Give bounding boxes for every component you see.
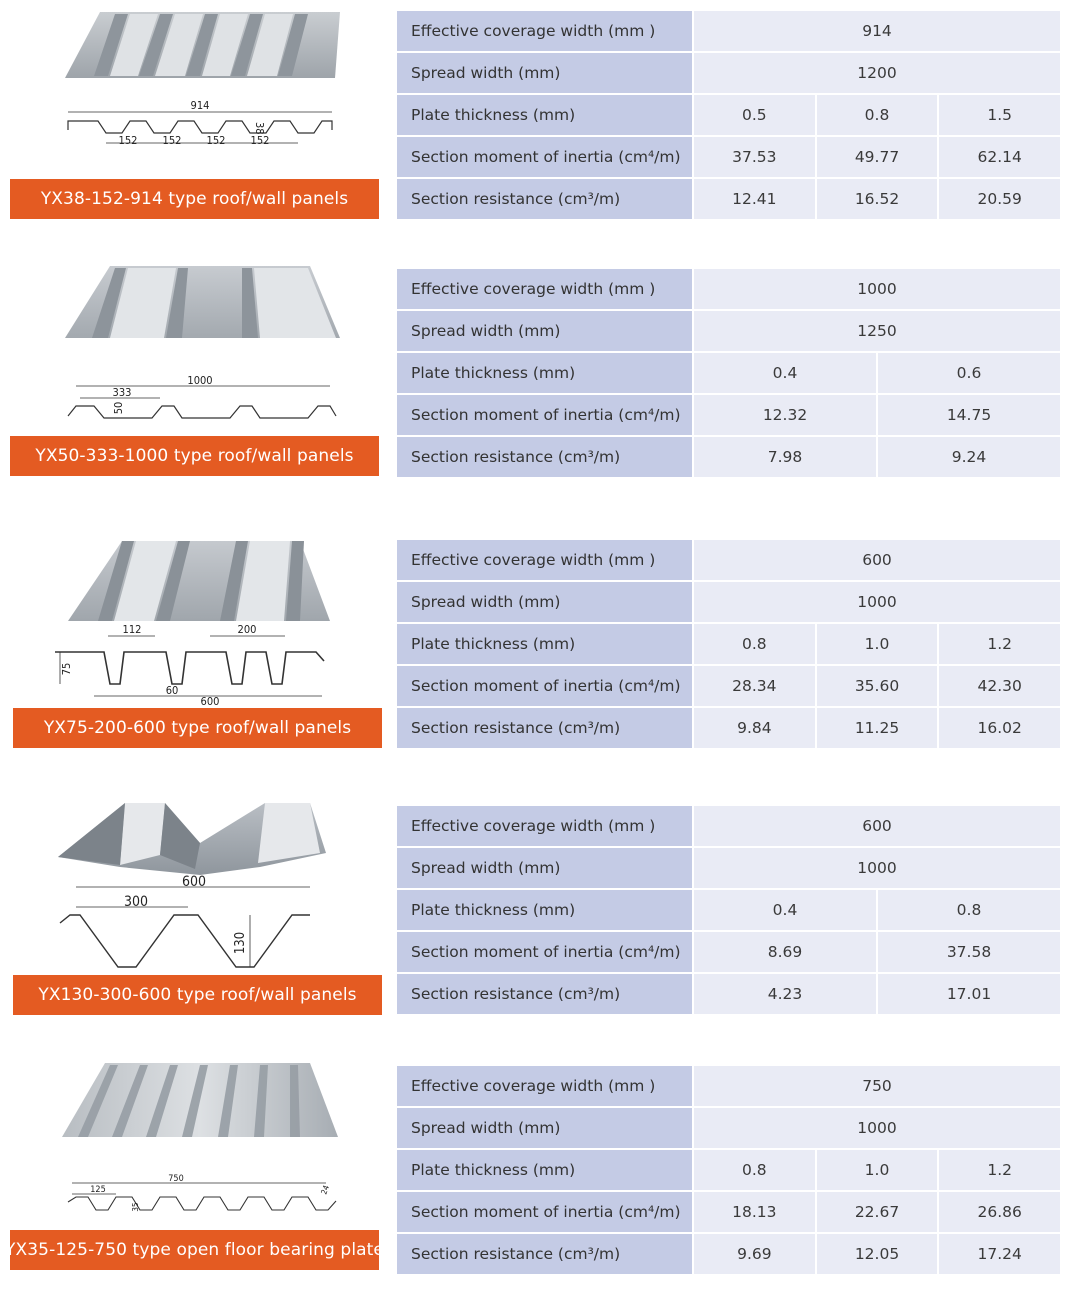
spec-label: Effective coverage width (mm ) (397, 11, 692, 51)
spec-label: Section resistance (cm³/m) (397, 708, 692, 748)
product-section-yx38 (0, 0, 1067, 240)
dim-pitch: 333 (112, 386, 132, 399)
spec-row-coverage-width (397, 540, 1060, 580)
spec-row-thickness (397, 1150, 1060, 1190)
dim-height: 35 (131, 1202, 140, 1212)
spec-label: Section moment of inertia (cm⁴/m) (397, 395, 692, 435)
spec-table (397, 540, 1060, 748)
dim-pitch: 152 (118, 134, 138, 147)
spec-label: Spread width (mm) (397, 582, 692, 622)
spec-value: 1250 (694, 311, 1060, 351)
spec-value: 1.0 (817, 1150, 938, 1190)
spec-value: 7.98 (694, 437, 876, 477)
panel-profile-drawing (10, 529, 382, 707)
spec-value: 4.23 (694, 974, 876, 1014)
spec-row-coverage-width (397, 11, 1060, 51)
spec-label: Effective coverage width (mm ) (397, 1066, 692, 1106)
spec-value: 600 (694, 806, 1060, 846)
spec-label: Section resistance (cm³/m) (397, 437, 692, 477)
panel-illustration (10, 0, 380, 178)
spec-value: 14.75 (878, 395, 1060, 435)
spec-row-inertia (397, 932, 1060, 972)
dim-height: 38 (253, 122, 266, 135)
product-name-label: YX130-300-600 type roof/wall panels (13, 975, 382, 1015)
spec-value: 37.53 (694, 137, 815, 177)
product-section-yx50 (0, 258, 1067, 498)
spec-value: 1.2 (939, 1150, 1060, 1190)
dim-overall: 1000 (187, 374, 213, 387)
spec-table (397, 1066, 1060, 1274)
spec-label: Plate thickness (mm) (397, 890, 692, 930)
spec-label: Section moment of inertia (cm⁴/m) (397, 137, 692, 177)
spec-value: 0.4 (694, 353, 876, 393)
spec-value: 17.01 (878, 974, 1060, 1014)
spec-value: 1000 (694, 848, 1060, 888)
spec-value: 0.5 (694, 95, 815, 135)
spec-label: Spread width (mm) (397, 848, 692, 888)
panel-profile-drawing (10, 1055, 380, 1231)
spec-row-coverage-width (397, 806, 1060, 846)
spec-value: 1000 (694, 582, 1060, 622)
dim-height: 75 (60, 662, 73, 676)
spec-label: Effective coverage width (mm ) (397, 269, 692, 309)
spec-value: 750 (694, 1066, 1060, 1106)
spec-row-resistance (397, 437, 1060, 477)
panel-profile-drawing (10, 0, 380, 178)
spec-row-resistance (397, 974, 1060, 1014)
spec-value: 0.4 (694, 890, 876, 930)
product-section-yx75 (0, 529, 1067, 769)
panel-illustration (10, 258, 380, 436)
spec-label: Section resistance (cm³/m) (397, 179, 692, 219)
spec-value: 62.14 (939, 137, 1060, 177)
dim-overall: 600 (181, 874, 207, 890)
spec-row-resistance (397, 1234, 1060, 1274)
spec-value: 0.8 (694, 1150, 815, 1190)
panel-profile-drawing (10, 258, 380, 436)
spec-value: 9.24 (878, 437, 1060, 477)
spec-value: 914 (694, 11, 1060, 51)
product-name-label: YX50-333-1000 type roof/wall panels (10, 436, 379, 476)
dim-pitch: 152 (162, 134, 182, 147)
spec-value: 35.60 (817, 666, 938, 706)
spec-value: 12.41 (694, 179, 815, 219)
product-name-label: YX75-200-600 type roof/wall panels (13, 708, 382, 748)
dim-bottom: 60 (165, 684, 179, 697)
spec-row-inertia (397, 137, 1060, 177)
dim-overall: 914 (190, 99, 210, 112)
spec-label: Spread width (mm) (397, 1108, 692, 1148)
product-section-yx130 (0, 795, 1067, 1035)
panel-profile-drawing (10, 795, 382, 975)
spec-value: 12.05 (817, 1234, 938, 1274)
spec-label: Section moment of inertia (cm⁴/m) (397, 1192, 692, 1232)
spec-row-coverage-width (397, 269, 1060, 309)
spec-value: 1000 (694, 1108, 1060, 1148)
spec-row-coverage-width (397, 1066, 1060, 1106)
spec-table (397, 269, 1060, 477)
dim-overall: 750 (168, 1174, 184, 1184)
spec-label: Section resistance (cm³/m) (397, 974, 692, 1014)
spec-value: 0.6 (878, 353, 1060, 393)
spec-value: 12.32 (694, 395, 876, 435)
spec-value: 20.59 (939, 179, 1060, 219)
spec-row-spread-width (397, 1108, 1060, 1148)
spec-row-inertia (397, 395, 1060, 435)
product-name-label: YX38-152-914 type roof/wall panels (10, 179, 379, 219)
spec-table (397, 806, 1060, 1014)
spec-value: 17.24 (939, 1234, 1060, 1274)
spec-row-thickness (397, 890, 1060, 930)
spec-row-spread-width (397, 311, 1060, 351)
dim-end: 24 (319, 1184, 332, 1196)
spec-row-spread-width (397, 582, 1060, 622)
spec-value: 8.69 (694, 932, 876, 972)
spec-label: Plate thickness (mm) (397, 1150, 692, 1190)
spec-row-thickness (397, 353, 1060, 393)
spec-row-resistance (397, 708, 1060, 748)
dim-pitch: 152 (206, 134, 226, 147)
spec-value: 0.8 (694, 624, 815, 664)
dim-height: 130 (233, 931, 248, 955)
spec-value: 1.0 (817, 624, 938, 664)
spec-value: 600 (694, 540, 1060, 580)
spec-value: 9.69 (694, 1234, 815, 1274)
dim-top: 112 (122, 623, 142, 636)
spec-value: 1200 (694, 53, 1060, 93)
spec-row-inertia (397, 1192, 1060, 1232)
dim-pitch: 200 (237, 623, 257, 636)
dim-height: 50 (112, 401, 125, 415)
spec-row-inertia (397, 666, 1060, 706)
spec-value: 1.5 (939, 95, 1060, 135)
spec-value: 1000 (694, 269, 1060, 309)
dim-pitch: 300 (123, 894, 149, 910)
spec-label: Effective coverage width (mm ) (397, 806, 692, 846)
spec-value: 37.58 (878, 932, 1060, 972)
spec-value: 18.13 (694, 1192, 815, 1232)
spec-value: 0.8 (817, 95, 938, 135)
spec-value: 49.77 (817, 137, 938, 177)
spec-value: 22.67 (817, 1192, 938, 1232)
spec-value: 0.8 (878, 890, 1060, 930)
product-name-label: YX35-125-750 type open floor bearing plate (10, 1230, 379, 1270)
dim-pitch: 125 (90, 1185, 106, 1195)
spec-label: Section resistance (cm³/m) (397, 1234, 692, 1274)
dim-overall: 600 (200, 695, 220, 707)
spec-row-spread-width (397, 53, 1060, 93)
product-section-yx35 (0, 1055, 1067, 1295)
spec-value: 28.34 (694, 666, 815, 706)
spec-value: 16.52 (817, 179, 938, 219)
spec-value: 26.86 (939, 1192, 1060, 1232)
spec-row-resistance (397, 179, 1060, 219)
spec-row-thickness (397, 95, 1060, 135)
spec-label: Section moment of inertia (cm⁴/m) (397, 666, 692, 706)
spec-label: Spread width (mm) (397, 311, 692, 351)
spec-value: 16.02 (939, 708, 1060, 748)
spec-label: Spread width (mm) (397, 53, 692, 93)
panel-illustration (10, 795, 380, 973)
spec-label: Effective coverage width (mm ) (397, 540, 692, 580)
panel-illustration (10, 1055, 380, 1233)
spec-value: 42.30 (939, 666, 1060, 706)
spec-value: 1.2 (939, 624, 1060, 664)
panel-illustration (10, 529, 380, 707)
spec-label: Plate thickness (mm) (397, 624, 692, 664)
spec-label: Plate thickness (mm) (397, 95, 692, 135)
spec-row-spread-width (397, 848, 1060, 888)
spec-value: 9.84 (694, 708, 815, 748)
spec-value: 11.25 (817, 708, 938, 748)
spec-label: Plate thickness (mm) (397, 353, 692, 393)
dim-pitch: 152 (250, 134, 270, 147)
spec-row-thickness (397, 624, 1060, 664)
spec-label: Section moment of inertia (cm⁴/m) (397, 932, 692, 972)
spec-table (397, 11, 1060, 219)
